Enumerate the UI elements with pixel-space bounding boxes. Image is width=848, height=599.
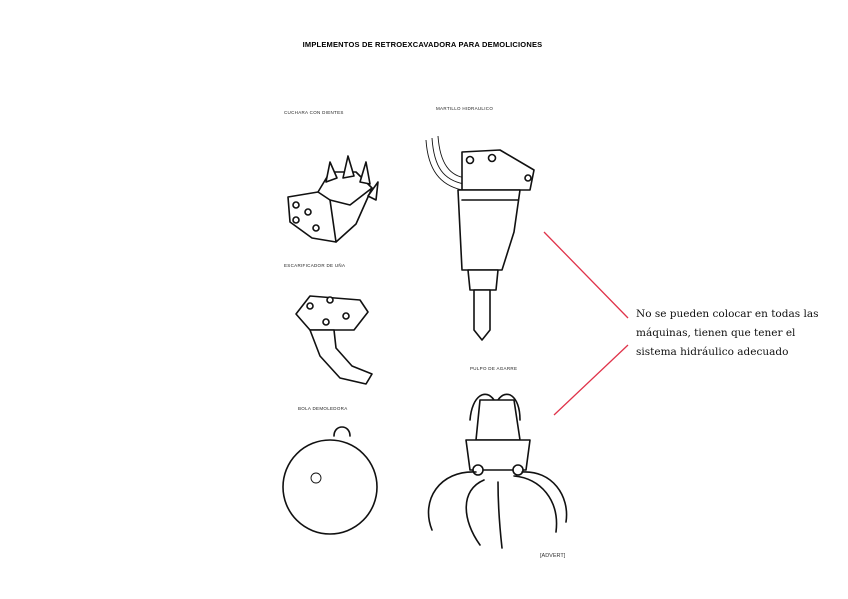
- annotation-line-lower: [554, 345, 628, 415]
- caption-ball: BOLA DEMOLEDORA: [298, 406, 348, 411]
- caption-grapple: PULPO DE AGARRE: [470, 366, 518, 371]
- wrecking-ball-drawing: [283, 427, 377, 534]
- annotation-line-upper: [544, 232, 628, 318]
- ripper-drawing: [296, 296, 372, 384]
- caption-hammer: MARTILLO HIDRAULICO: [436, 106, 494, 111]
- annotation-note: No se pueden colocar en todas las máquinas, tienen que tener el sistema hidráulico adecuado: [636, 308, 819, 358]
- hydraulic-hammer-drawing: [426, 136, 534, 340]
- toothed-bucket-drawing: [288, 156, 378, 242]
- caption-bucket: CUCHARA CON DIENTES: [284, 110, 344, 115]
- grapple-drawing: [429, 394, 567, 548]
- page-title: IMPLEMENTOS DE RETROEXCAVADORA PARA DEMOLICIONES: [302, 40, 543, 49]
- caption-ripper: ESCARIFICADOR DE UÑA: [284, 263, 346, 268]
- image-credit: [ADVERT]: [540, 553, 566, 559]
